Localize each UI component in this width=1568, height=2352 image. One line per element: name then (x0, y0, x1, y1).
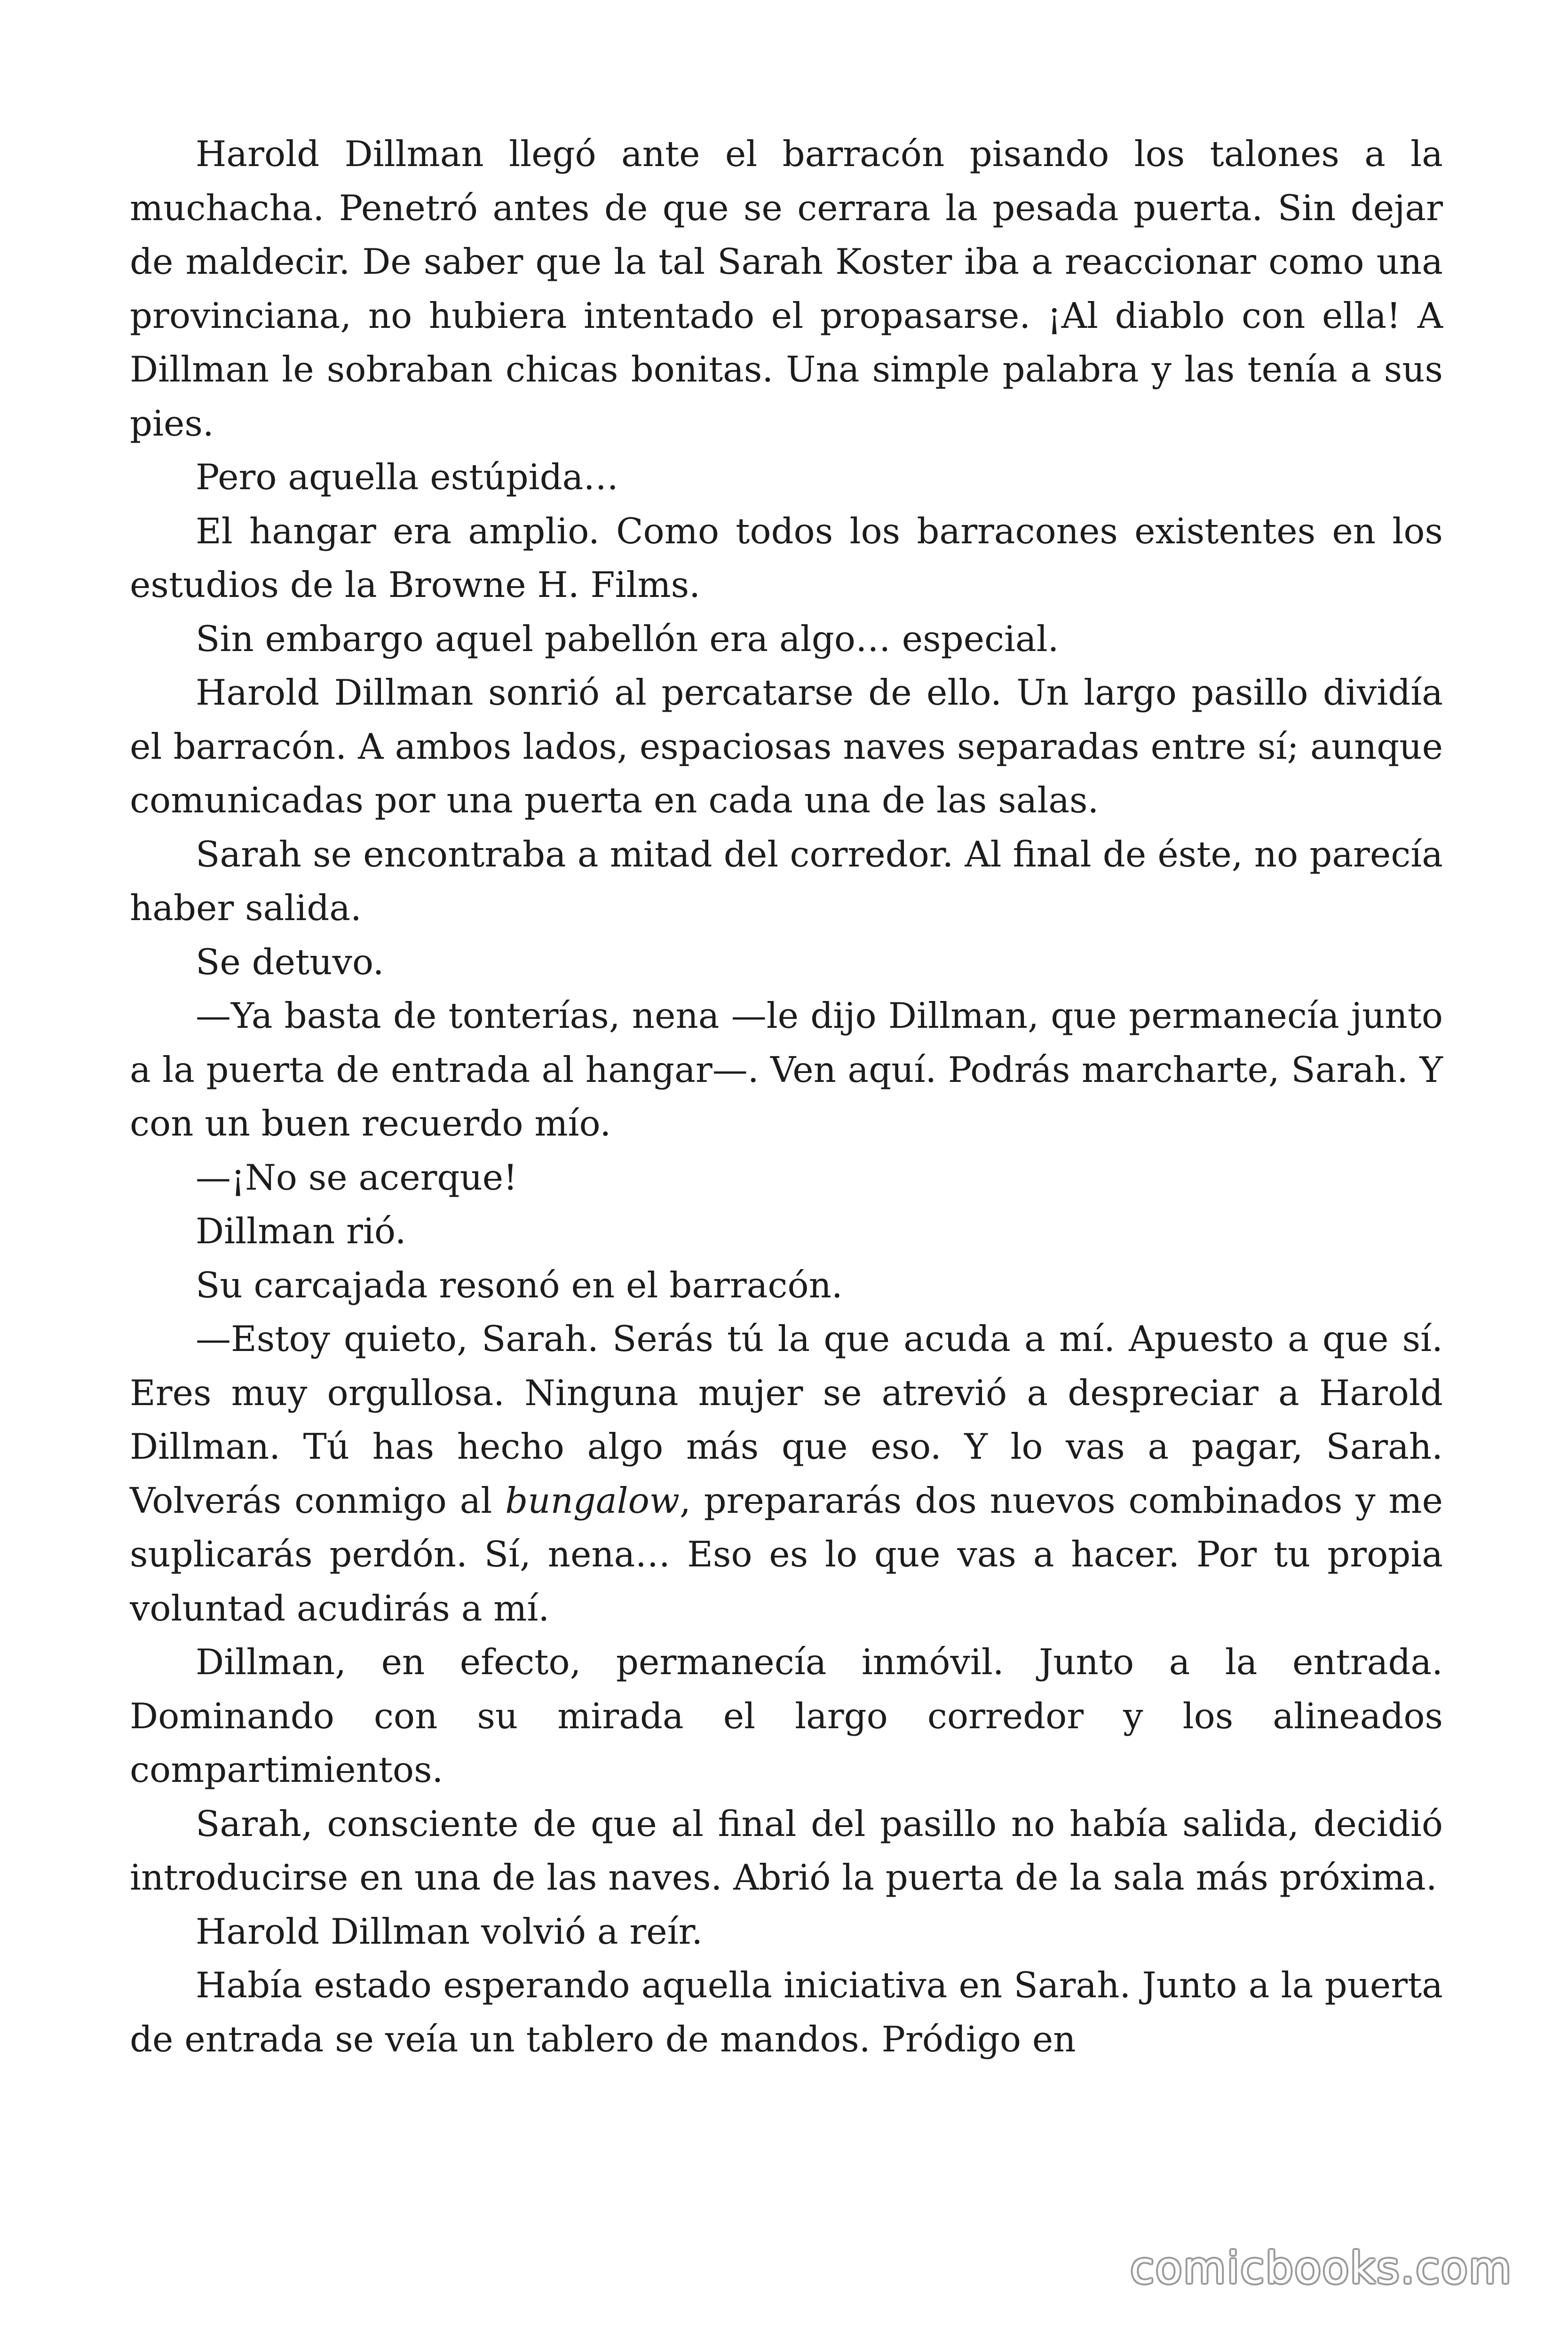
paragraph: Había estado esperando aquella iniciativa en Sarah. Junto a la puerta de entrada se veía un tablero de mandos. Pródigo en (130, 1964, 1443, 2060)
paragraph: Harold Dillman sonrió al percatarse de ello. Un largo pasillo dividía el barracón. A ambos lados, espaciosas naves separadas entre sí; aunque comunicadas por una puerta en cada una de las salas. (130, 672, 1443, 821)
paragraph: Dillman, en efecto, permanecía inmóvil. Junto a la entrada. Dominando con su mirada el largo corredor y los alineados compartimientos. (130, 1641, 1443, 1790)
paragraph-with-italic (130, 1312, 1443, 1635)
italic-word: bungalow (505, 1479, 680, 1521)
paragraph: Harold Dillman volvió a reír. (196, 1910, 703, 1952)
paragraph-part: , prepararás dos nuevos combinados y me suplicarás perdón. Sí, nena… Eso es lo que vas a hacer. Por tu propia voluntad acudirás a mí. (130, 1479, 1443, 1629)
paragraph: Sarah, consciente de que al final del pasillo no había salida, decidió introducirse en una de las naves. Abrió la puerta de la sala más próxima. (130, 1803, 1443, 1898)
paragraph: Sarah se encontraba a mitad del corredor. Al final de éste, no parecía haber salida. (130, 833, 1443, 929)
paragraph: Dillman rió. (196, 1210, 406, 1252)
paragraph: Pero aquella estúpida… (196, 456, 619, 498)
paragraph: —Ya basta de tonterías, nena —le dijo Dillman, que permanecía junto a la puerta de entrada al hangar—. Ven aquí. Podrás marcharte, Sarah. Y con un buen recuerdo mío. (130, 995, 1443, 1144)
paragraph: Su carcajada resonó en el barracón. (196, 1264, 843, 1306)
watermark: comicbooks.com (1130, 2243, 1513, 2293)
paragraph: El hangar era amplio. Como todos los barracones existentes en los estudios de la Browne H. Films. (130, 510, 1443, 605)
paragraph: Harold Dillman llegó ante el barracón pisando los talones a la muchacha. Penetró antes de que se cerrara la pesada puerta. Sin dejar de maldecir. De saber que la tal Sarah Koster iba a reaccionar como una provinciana, no hubiera intentado el propasarse. ¡Al diablo con ella! A Dillman le sobraban chicas bonitas. Una simple palabra y las tenía a sus pies. (130, 133, 1443, 444)
paragraph: Se detuvo. (196, 941, 384, 983)
page-text (130, 127, 1443, 2066)
paragraph: —¡No se acerque! (196, 1156, 518, 1198)
paragraph: Sin embargo aquel pabellón era algo… especial. (196, 618, 1059, 660)
paragraph-part: —Estoy quieto, Sarah. Serás tú la que acuda a mí. Apuesto a que sí. Eres muy orgullosa. Ninguna mujer se atrevió a despreciar a Harold Dillman. Tú has hecho algo más que eso. Y lo vas a pagar, Sarah. Volverás conmigo al (130, 1318, 1443, 1521)
